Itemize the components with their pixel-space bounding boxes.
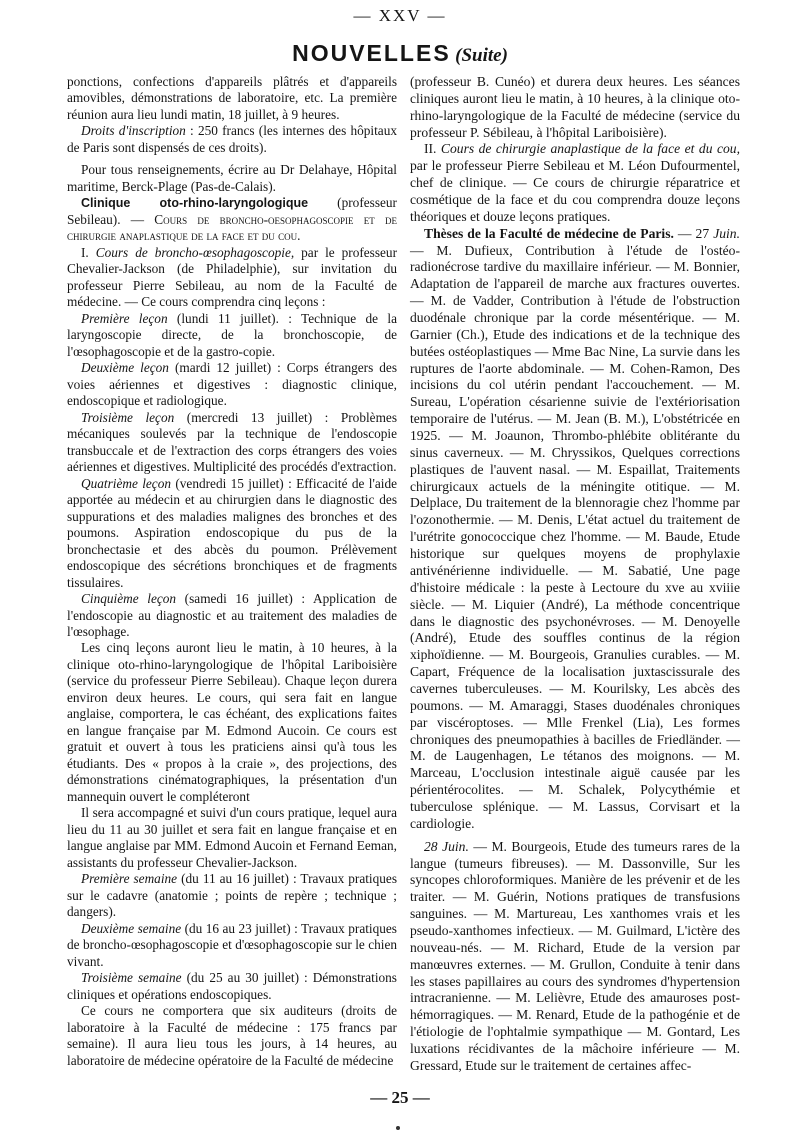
- paragraph: Première semaine (du 11 au 16 juillet) : Travaux pratiques sur le cadavre (anatomie ; points de repère ; technique ; dangers).: [67, 871, 397, 920]
- page-number-bottom: — 25 —: [370, 1088, 430, 1107]
- header-suite: (Suite): [455, 45, 508, 66]
- paragraph: Cinquième leçon (samedi 16 juillet) : Application de l'endoscopie au diagnostic et au traitement des maladies de l'œsophage.: [67, 591, 397, 639]
- section-header: [0, 40, 800, 67]
- paragraph: Troisième semaine (du 25 au 30 juillet) : Démonstrations cliniques et opérations endoscopiques.: [67, 970, 397, 1002]
- paragraph: Thèses de la Faculté de médecine de Paris. — 27 Juin. — M. Dufieux, Contribution à l'étude de l'ostéo-radionécrose tardive du maxillaire inférieur. — M. Bonnier, Adaptation de l'appareil de marche aux fractures ouvertes. — M. de Vadder, Contribution à l'étude de l'obstruction duodénale chronique par la corde mésentérique. — M. Garnier (Ch.), Etude des indications et de la technique des butées ostéoplastiques — Mme Bac Nine, La survie dans les ruptures de l'aorte abdominale. — M. Cohen-Ramon, Des incisions du col utérin pendant l'accouchement. — M. Sureau, L'opération césarienne suivie de l'extériorisation temporaire de l'utérus. — M. Jean (B. M.), L'obstétricée en 1925. — M. Joaunon, Thrombo-phlébite oblitérante du sinus caverneux. — M. Chryssikos, Quelques corrections plastiques de l'auvent nasal. — M. Espaillat, Traitements chirurgicaux actuels de la méningite otitique. — M. Delplace, Du traitement de la blennoragie chez l'homme par l'ozonothermie. — M. Denis, L'état actuel du traitement de l'urétrite gonococcique chez l'homme. — M. Baude, Etude historique sur quelques moyens de prophylaxie antivénérienne individuelle. — M. Sabatié, Une page d'histoire médicale : la peste à Lectoure du xve au xviiie siècle. — M. Liquier (André), La méthode concentrique dans le diagnostic des psychonévroses. — M. Denoyelle (André), Etude des souffles continus de la région xiphoïdienne. — M. Bourgeois, Granulies curables. — M. Capart, Fréquence de la localisation juxtascissurale des cavernes tuberculeuses. — M. Kourilsky, Les abcès des poumons. — M. Amaraggi, Stases duodénales chroniques par viscéroptoses. — Mlle Frenkel (Lia), Les formes chroniques des pneumopathies à bacilles de Friedländer. — M. de Laugenhagen, Le tétanos des moignons. — M. Marceau, L'occlusion intestinale aiguë causée par les périentérocolites. — M. Schalek, Polycythémie et tuberculose splénique. — M. Lassus, Corvisart et la cardiologie.: [410, 225, 741, 831]
- printer-dot: [396, 1126, 400, 1130]
- paragraph: Il sera accompagné et suivi d'un cours pratique, lequel aura lieu du 11 au 30 juillet et sera fait en langue française et en langue anglaise par MM. Edmond Aucoin et Fernand Eeman, assistants du professeur Chevalier-Jackson.: [67, 805, 397, 870]
- paragraph: 28 Juin. — M. Bourgeois, Etude des tumeurs rares de la langue (tumeurs fibreuses). — M. Dassonville, Sur les syncopes chloroformiques. Manière de les prévenir et de les traiter. — M. Guérin, Notions pratiques de transfusions sanguines. — M. Martureau, Les xanthomes vrais et les pseudo-xanthomes infectieux. — M. Guilmard, L'ictère des nouveau-nés. — M. Richard, Etude de la version par manœuvres externes. — M. Grullon, Conduite à tenir dans les stases papillaires au cours des syndromes d'hypertension intracranienne. — M. Lelièvre, Etude des amauroses post-hémorragiques. — M. Renard, Etude de la pathogénie et de l'étiologie de l'ophtalmie sympathique — M. Gontard, Les luxations récidivantes de la mâchoire inférieure — M. Gressard, Etude sur le traitement de certaines affec-: [410, 838, 741, 1073]
- paragraph: Deuxième semaine (du 16 au 23 juillet) : Travaux pratiques de broncho-œsophagoscopie et d'œsophagoscopie sur le chien vivant.: [67, 920, 397, 969]
- paragraph: I. Cours de broncho-œsophagoscopie, par le professeur Chevalier-Jackson (de Philadelphie), sur invitation du professeur Pierre Sebileau, au nom de la Faculté de médecine. — Ce cours comprendra cinq leçons :: [67, 244, 398, 310]
- paragraph: (professeur B. Cunéo) et durera deux heures. Les séances cliniques auront lieu le matin, à 10 heures, à la clinique oto-rhino-laryngologique de la Faculté de médecine (service du professeur P. Sébileau, à l'hôpital Lariboisière).: [410, 74, 740, 140]
- paragraph: Quatrième leçon (vendredi 15 juillet) : Efficacité de l'aide apportée au médecin et au chirurgien dans le diagnostic des suppurations et des maladies malignes des bronches et des poumons. Aspiration endoscopique du pus de la bronchectasie et des abcès du poumon. Prélèvement endoscopique des sécrétions bronchiques et de fragments tissulaires.: [67, 475, 397, 590]
- paragraph: Première leçon (lundi 11 juillet). : Technique de la laryngoscopie directe, de la bronchoscopie, de l'œsophagoscopie et de la gastro-copie.: [67, 310, 397, 359]
- paragraph: II. Cours de chirurgie anaplastique de la face et du cou, par le professeur Pierre Sebileau et M. Léon Dufourmentel, chef de clinique. — Ce cours de chirurgie réparatrice et cosmétique de la face et du cou comprendra douze leçons théoriques et douze leçons pratiques.: [410, 141, 740, 224]
- paragraph: Clinique oto-rhino-laryngologique (professeur Sebileau). — Cours de broncho-oesophagoscopie et de chirurgie anaplastique de la face et du cou.: [67, 195, 397, 244]
- paragraph: Droits d'inscription : 250 francs (les internes des hôpitaux de Paris sont dispensés de ces droits).: [67, 123, 397, 155]
- paragraph: Troisième leçon (mercredi 13 juillet) : Problèmes mécaniques soulevés par la technique de l'endoscopie transbuccale et de l'extraction des corps étrangers des voies aériennes et digestives. Multiplicité des procédés d'extraction.: [67, 409, 397, 475]
- paragraph: ponctions, confections d'appareils plâtrés et d'appareils amovibles, démonstrations de laboratoire, etc. La première réunion aura lieu lundi matin, 18 juillet, à 9 heures.: [67, 74, 397, 122]
- right-column: [410, 74, 740, 1075]
- paragraph: Les cinq leçons auront lieu le matin, à 10 heures, à la clinique oto-rhino-laryngologique de l'hôpital Lariboisière (service du professeur Pierre Sebileau). Chaque leçon durera environ deux heures. Le cours, qui sera fait en langue anglaise, comportera, le cas échéant, des explications faites en langue française par M. Edmond Aucoin. Ce cours est gratuit et ouvert à tous les praticiens ainsi qu'à tous les étudiants. Des « propos à la craie », des projections, des démonstrations cinématographiques, la présentation d'un mannequin ouvert le compléteront: [67, 640, 397, 804]
- page-number-top: — XXV —: [353, 6, 447, 25]
- paragraph: Ce cours ne comportera que six auditeurs (droits de laboratoire à la Faculté de médecine : 175 francs par semaine). Il aura lieu tous les jours, à 14 heures, au laboratoire de médecine opératoire de la Faculté de médecine: [67, 1003, 397, 1068]
- header-title: NOUVELLES: [292, 40, 451, 66]
- paragraph: Deuxième leçon (mardi 12 juillet) : Corps étrangers des voies aériennes et digestives : diagnostic clinique, endoscopique et radiologique.: [67, 360, 398, 409]
- paragraph: Pour tous renseignements, écrire au Dr Delahaye, Hôpital maritime, Berck-Plage (Pas-de-Calais).: [67, 162, 397, 194]
- left-column: [67, 74, 397, 1069]
